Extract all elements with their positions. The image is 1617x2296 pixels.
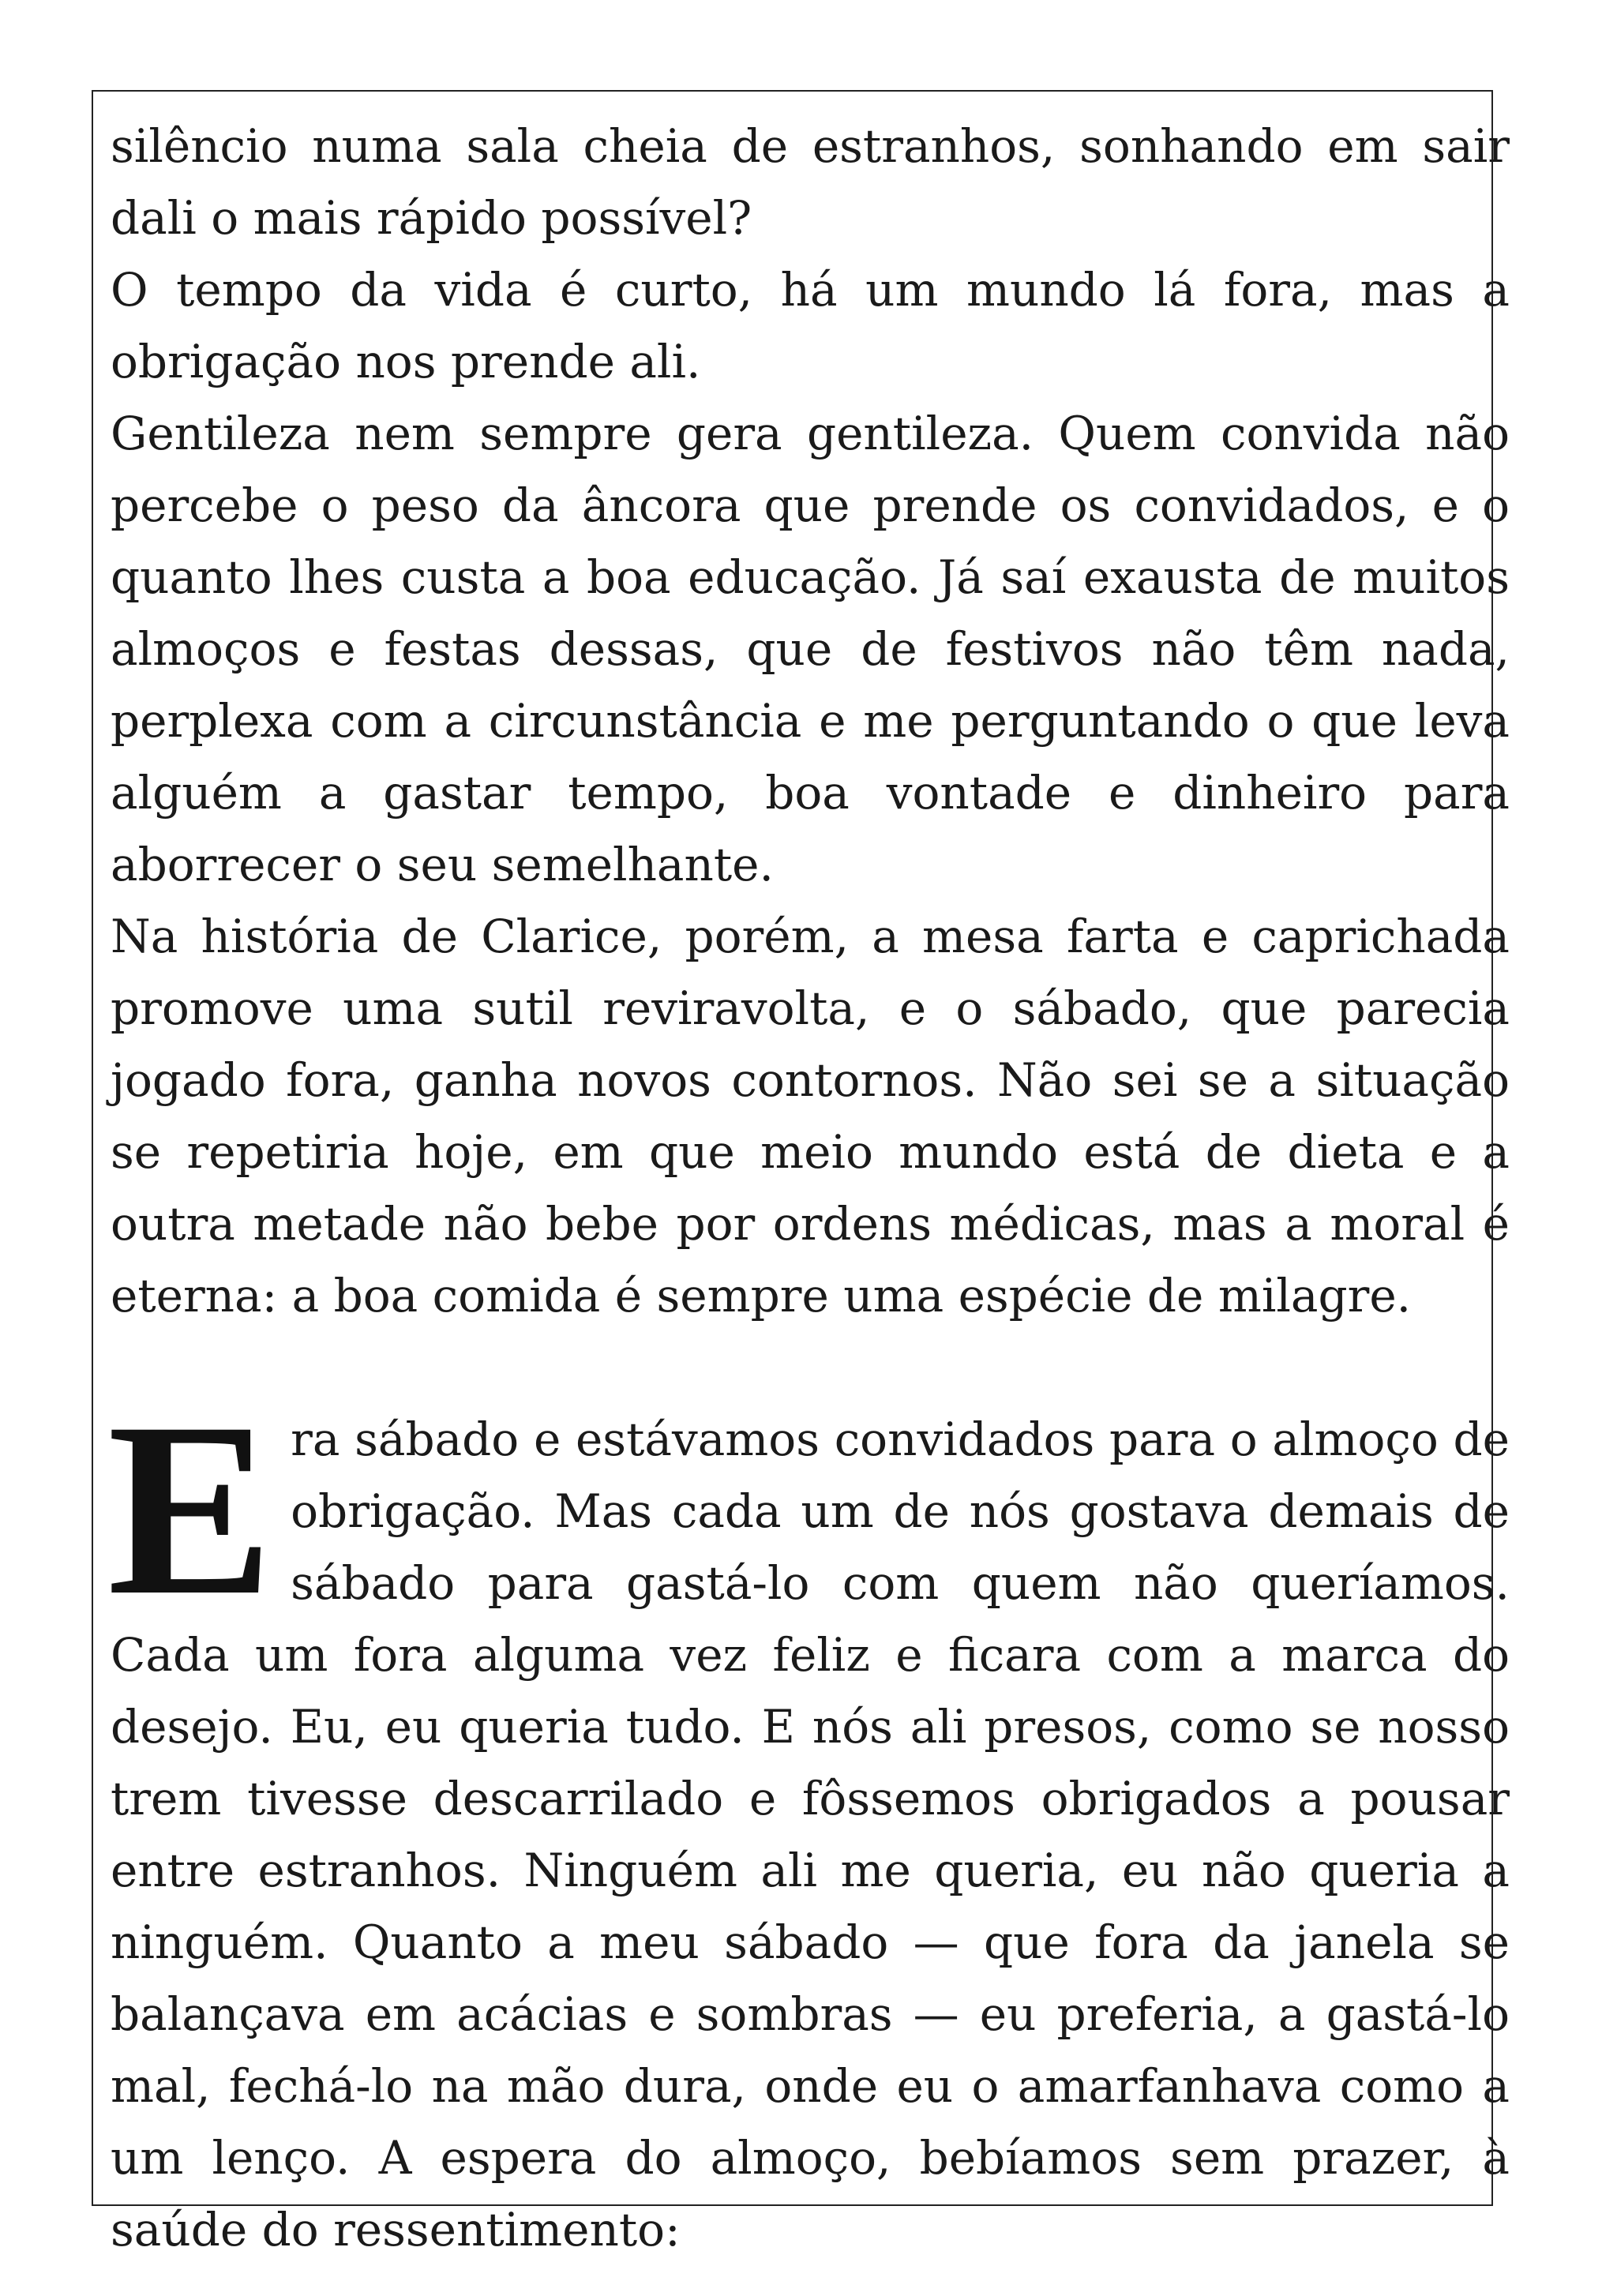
intro-paragraph-1: silêncio numa sala cheia de estranhos, sonhando em sair dali o mais rápido possível?: [111, 119, 1510, 245]
intro-paragraph-3: Gentileza nem sempre gera gentileza. Quem convida não percebe o peso da âncora que prende os convidados, e o quanto lhes custa a boa educação. Já saí exausta de muitos almoços e festas dessas, que de festivos não têm nada, perplexa com a circunstância e me perguntando o que leva alguém a gastar tempo, boa vontade e dinheiro para aborrecer o seu semelhante.: [111, 407, 1510, 891]
intro-paragraph-2: O tempo da vida é curto, há um mundo lá fora, mas a obrigação nos prende ali.: [111, 263, 1510, 388]
section-spacer: [111, 1332, 1510, 1404]
intro-paragraph-4: Na história de Clarice, porém, a mesa farta e caprichada promove uma sutil reviravolta, e o sábado, que parecia jogado fora, ganha novos contornos. Não sei se a situação se repetiria hoje, em que meio mundo está de dieta e a outra metade não bebe por ordens médicas, mas a moral é eterna: a boa comida é sempre uma espécie de milagre.: [111, 910, 1510, 1322]
story-paragraph: [107, 1371, 1510, 2266]
story-text: ra sábado e estávamos convidados para o almoço de obrigação. Mas cada um de nós gostava demais de sábado para gastá-lo com quem não queríamos. Cada um fora alguma vez feliz e ficara com a marca do desejo. Eu, eu queria tudo. E nós ali presos, como se nosso trem tivesse descarrilado e fôssemos obrigados a pousar entre estranhos. Ninguém ali me queria, eu não queria a ninguém. Quanto a meu sábado — que fora da janela se balançava em acácias e sombras — eu preferia, a gastá-lo mal, fechá-lo na mão dura, onde eu o amarfanhava como a um lenço. A espera do almoço, bebíamos sem prazer, à saúde do ressentimento:: [111, 1412, 1510, 2257]
drop-cap: E: [107, 1371, 274, 1647]
page-text: [107, 111, 1510, 2266]
